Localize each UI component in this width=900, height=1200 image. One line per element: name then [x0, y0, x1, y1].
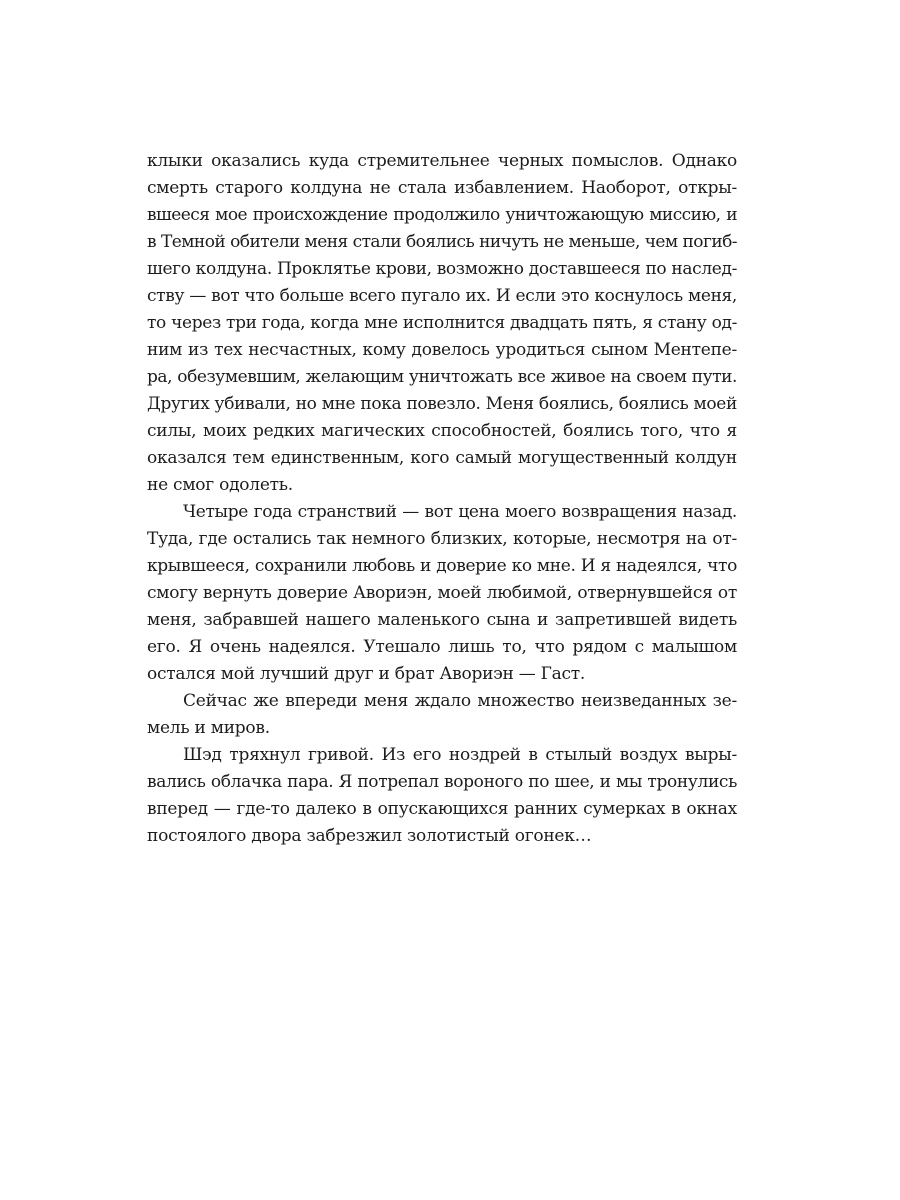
- text-line: вшееся мое происхождение продолжило уничтожающую миссию, и: [147, 205, 737, 225]
- text-line: крывшееся, сохранили любовь и доверие ко мне. И я надеялся, что: [147, 556, 737, 576]
- text-line: то через три года, когда мне исполнится двадцать пять, я стану од-: [147, 313, 737, 333]
- text-line: вались облачка пара. Я потрепал вороного по шее, и мы тронулись: [147, 772, 737, 792]
- text-line: Других убивали, но мне пока повезло. Меня боялись, боялись моей: [147, 394, 737, 414]
- text-line: ра, обезумевшим, желающим уничтожать все живое на своем пути.: [147, 367, 737, 387]
- text-line: остался мой лучший друг и брат Авориэн — Гаст.: [147, 664, 586, 684]
- text-line: его. Я очень надеялся. Утешало лишь то, что рядом с малышом: [147, 637, 737, 657]
- text-line: смерть старого колдуна не стала избавлением. Наоборот, откры-: [147, 178, 737, 198]
- text-line: клыки оказались куда стремительнее черных помыслов. Однако: [147, 151, 737, 171]
- text-line: мель и миров.: [147, 718, 270, 738]
- text-line: меня, забравшей нашего маленького сына и запретившей видеть: [147, 610, 737, 630]
- text-line: вперед — где-то далеко в опускающихся ранних сумерках в окнах: [147, 799, 737, 819]
- text-line: в Темной обители меня стали боялись ничуть не меньше, чем погиб-: [147, 232, 737, 252]
- text-line: Сейчас же впереди меня ждало множество неизведанных зе-: [183, 691, 737, 711]
- text-line: Шэд тряхнул гривой. Из его ноздрей в стылый воздух выры-: [183, 745, 737, 765]
- body-text: [147, 148, 737, 850]
- text-line: силы, моих редких магических способностей, боялись того, что я: [147, 421, 737, 441]
- text-line: ству — вот что больше всего пугало их. И если это коснулось меня,: [147, 286, 737, 306]
- text-line: постоялого двора забрезжил золотистый огонек…: [147, 826, 592, 846]
- text-line: шего колдуна. Проклятье крови, возможно доставшееся по наслед-: [147, 259, 737, 279]
- text-line: Четыре года странствий — вот цена моего возвращения назад.: [183, 502, 737, 522]
- text-line: смогу вернуть доверие Авориэн, моей любимой, отвернувшейся от: [147, 583, 737, 603]
- text-line: Туда, где остались так немного близких, которые, несмотря на от-: [147, 529, 737, 549]
- text-line: не смог одолеть.: [147, 475, 293, 495]
- text-line: оказался тем единственным, кого самый могущественный колдун: [147, 448, 737, 468]
- text-line: ним из тех несчастных, кому довелось уродиться сыном Ментепе-: [147, 340, 737, 360]
